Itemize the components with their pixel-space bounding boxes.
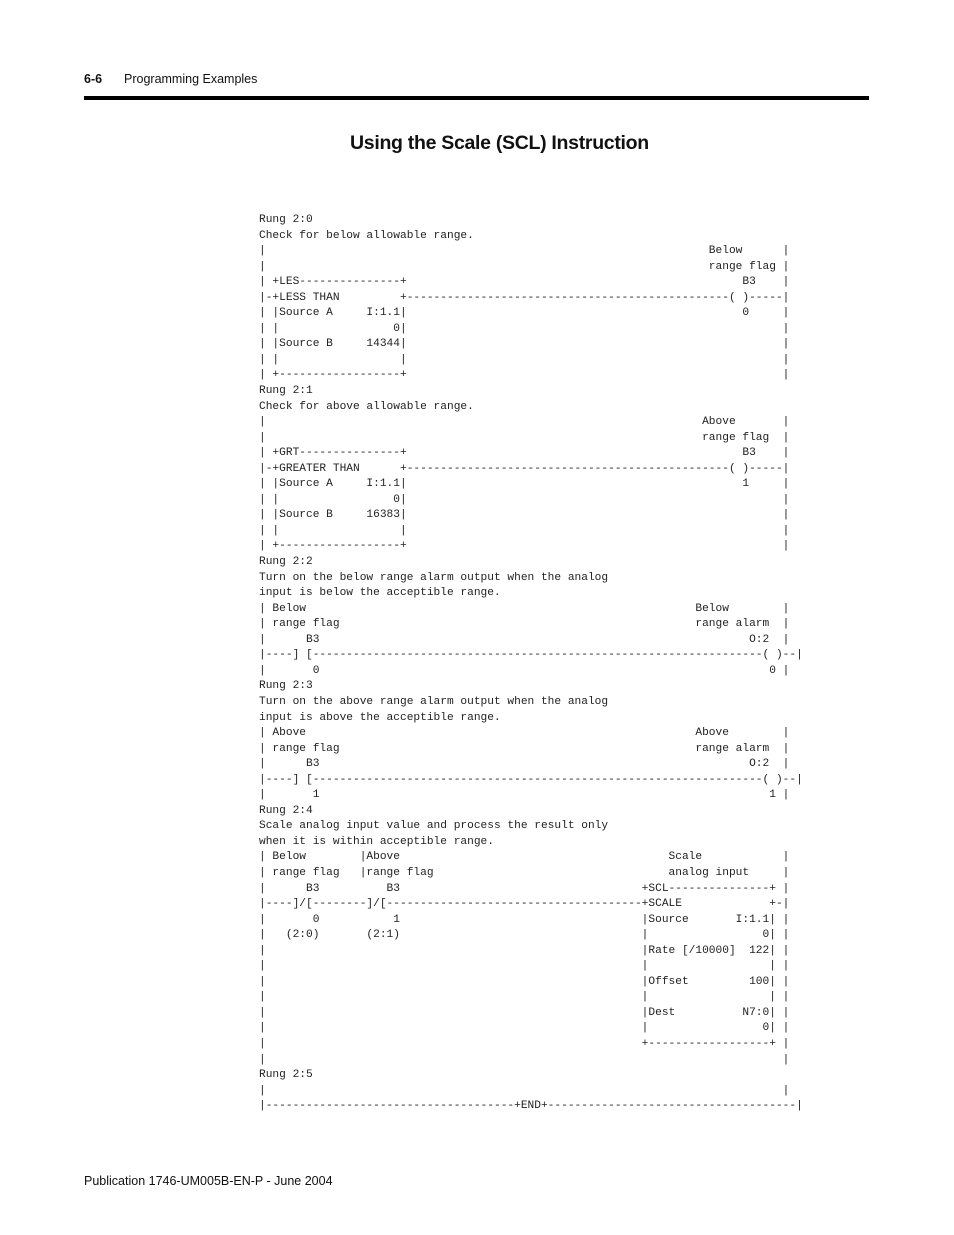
ladder-line: | | | |	[259, 960, 790, 973]
ladder-line: | Below Below |	[259, 602, 790, 615]
ladder-line: | Above |	[259, 416, 790, 429]
ladder-line: | B3 O:2 |	[259, 633, 790, 646]
ladder-line: | |Rate [/10000] 122| |	[259, 944, 790, 957]
ladder-line: | |Source A I:1.1| 0 |	[259, 307, 790, 320]
ladder-line: |-------------------------------------+END+-------------------------------------|	[259, 1100, 803, 1113]
ladder-line: | +GRT---------------+ B3 |	[259, 447, 790, 460]
ladder-line: | range flag range alarm |	[259, 742, 790, 755]
ladder-line: | (2:0) (2:1) | 0| |	[259, 929, 790, 942]
ladder-line: | | 0| |	[259, 1022, 790, 1035]
page-title: Using the Scale (SCL) Instruction	[350, 132, 649, 154]
ladder-line: | | | |	[259, 524, 790, 537]
ladder-line: | |	[259, 1053, 790, 1066]
ladder-line: | | 0| |	[259, 493, 790, 506]
ladder-line: | B3 O:2 |	[259, 758, 790, 771]
ladder-line: | |	[259, 1084, 790, 1097]
publication-footer: Publication 1746-UM005B-EN-P - June 2004	[84, 1174, 333, 1188]
ladder-line: | range flag |	[259, 260, 790, 273]
ladder-line: Check for above allowable range.	[259, 400, 474, 413]
ladder-line: |----] [-------------------------------------------------------------------( )--|	[259, 773, 803, 786]
ladder-line: Rung 2:0	[259, 214, 313, 226]
ladder-line: Turn on the above range alarm output when the analog	[259, 695, 609, 708]
ladder-line: Rung 2:3	[259, 680, 313, 693]
ladder-line: | +------------------+ |	[259, 369, 790, 382]
ladder-line: | Below |Above Scale |	[259, 851, 790, 864]
ladder-line: Rung 2:5	[259, 1069, 313, 1082]
ladder-line: | | | |	[259, 353, 790, 366]
ladder-line: | |Source B 16383| |	[259, 509, 790, 522]
ladder-line: |----]/[--------]/[--------------------------------------+SCALE +-|	[259, 898, 790, 911]
ladder-line: when it is within acceptible range.	[259, 835, 494, 848]
ladder-line: | 1 1 |	[259, 789, 790, 802]
ladder-line: |----] [-------------------------------------------------------------------( )--|	[259, 649, 803, 662]
header-rule	[84, 96, 869, 100]
ladder-line: | Below |	[259, 245, 790, 258]
ladder-line: |-+GREATER THAN +------------------------------------------------( )-----|	[259, 462, 790, 475]
ladder-line: Check for below allowable range.	[259, 229, 474, 242]
ladder-line: | +------------------+ |	[259, 540, 790, 553]
ladder-line: | |Offset 100| |	[259, 975, 790, 988]
ladder-line: Rung 2:1	[259, 385, 313, 398]
ladder-line: input is above the acceptible range.	[259, 711, 501, 724]
ladder-line: | | | |	[259, 991, 790, 1004]
ladder-line: Rung 2:4	[259, 804, 313, 817]
ladder-line: Rung 2:2	[259, 556, 313, 569]
page-header	[84, 72, 258, 86]
ladder-line: | | 0| |	[259, 322, 790, 335]
ladder-line: | +------------------+ |	[259, 1037, 790, 1050]
ladder-line: | range flag range alarm |	[259, 618, 790, 631]
ladder-logic-listing	[259, 213, 803, 1115]
section-title: Programming Examples	[124, 72, 258, 86]
ladder-line: | +LES---------------+ B3 |	[259, 276, 790, 289]
ladder-line: Scale analog input value and process the result only	[259, 820, 609, 833]
ladder-line: | range flag |	[259, 431, 790, 444]
ladder-line: | 0 1 |Source I:1.1| |	[259, 913, 790, 926]
ladder-line: | range flag |range flag analog input |	[259, 866, 790, 879]
ladder-line: Turn on the below range alarm output when the analog	[259, 571, 609, 584]
ladder-line: | |Source A I:1.1| 1 |	[259, 478, 790, 491]
ladder-line: |-+LESS THAN +------------------------------------------------( )-----|	[259, 291, 790, 304]
ladder-line: | |Source B 14344| |	[259, 338, 790, 351]
page-number: 6-6	[84, 72, 103, 86]
ladder-line: | B3 B3 +SCL---------------+ |	[259, 882, 790, 895]
ladder-line: | 0 0 |	[259, 664, 790, 677]
ladder-line: | |Dest N7:0| |	[259, 1006, 790, 1019]
ladder-line: | Above Above |	[259, 727, 790, 740]
ladder-line: input is below the acceptible range.	[259, 587, 501, 600]
